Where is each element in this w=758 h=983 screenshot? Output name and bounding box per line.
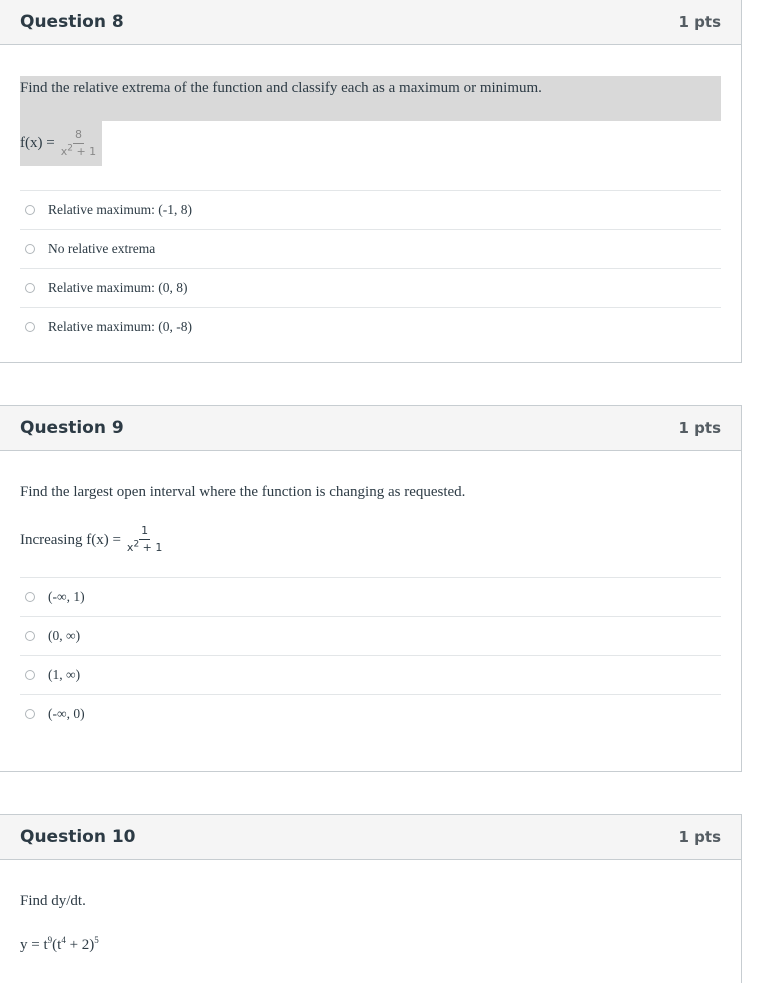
question-prompt-row bbox=[20, 76, 721, 121]
question-8 bbox=[0, 0, 742, 363]
question-points: 1 pts bbox=[678, 828, 721, 846]
answer-option[interactable] bbox=[20, 578, 721, 617]
formula-denominator: $x^2 + 1$ bbox=[60, 142, 97, 158]
answer-label: (-∞, 1) bbox=[48, 589, 85, 604]
question-prompt: Find the largest open interval where the function is changing as requested. bbox=[20, 484, 466, 500]
radio-button[interactable] bbox=[25, 205, 35, 215]
radio-button[interactable] bbox=[25, 670, 35, 680]
answer-list bbox=[20, 190, 721, 346]
answer-option[interactable] bbox=[20, 191, 721, 230]
question-body bbox=[0, 76, 741, 346]
answer-label: (1, ∞) bbox=[48, 667, 81, 682]
formula-fraction bbox=[59, 128, 98, 160]
answer-label: (-∞, 0) bbox=[48, 706, 85, 721]
question-header bbox=[0, 815, 741, 860]
formula-lhs: Increasing f(x) = bbox=[20, 531, 121, 548]
formula-numerator: 1 bbox=[139, 524, 150, 540]
question-9 bbox=[0, 405, 742, 772]
question-title: Question 9 bbox=[20, 418, 124, 438]
radio-button[interactable] bbox=[25, 709, 35, 719]
question-points: 1 pts bbox=[678, 419, 721, 437]
question-prompt: Find dy/dt. bbox=[20, 893, 86, 909]
question-points: 1 pts bbox=[678, 13, 721, 31]
radio-button[interactable] bbox=[25, 244, 35, 254]
answer-option[interactable] bbox=[20, 230, 721, 269]
formula-lhs: f(x) = bbox=[20, 135, 55, 151]
question-title: Question 10 bbox=[20, 827, 136, 847]
answer-option[interactable] bbox=[20, 269, 721, 308]
answer-list bbox=[20, 577, 721, 733]
answer-option[interactable] bbox=[20, 656, 721, 695]
function-formula bbox=[20, 524, 164, 556]
answer-label: Relative maximum: (0, 8) bbox=[48, 280, 188, 295]
radio-button[interactable] bbox=[25, 631, 35, 641]
radio-button[interactable] bbox=[25, 322, 35, 332]
formula-denominator: $x^2 + 1$ bbox=[126, 539, 163, 554]
answer-option[interactable] bbox=[20, 617, 721, 656]
radio-button[interactable] bbox=[25, 592, 35, 602]
answer-label: (0, ∞) bbox=[48, 628, 81, 643]
answer-option[interactable] bbox=[20, 308, 721, 346]
formula-fraction bbox=[125, 524, 164, 556]
question-title: Question 8 bbox=[20, 12, 124, 32]
answer-label: Relative maximum: (0, -8) bbox=[48, 319, 192, 334]
question-header bbox=[0, 406, 741, 451]
question-body bbox=[0, 892, 741, 954]
question-10 bbox=[0, 814, 742, 983]
answer-label: No relative extrema bbox=[48, 241, 156, 256]
answer-label: Relative maximum: (-1, 8) bbox=[48, 202, 192, 217]
question-header bbox=[0, 0, 741, 45]
question-body bbox=[0, 483, 741, 733]
radio-button[interactable] bbox=[25, 283, 35, 293]
answer-option[interactable] bbox=[20, 695, 721, 733]
function-formula: $y = t^9(t^4 + 2)^5$ bbox=[20, 935, 99, 953]
question-prompt: Find the relative extrema of the function and classify each as a maximum or minimum. bbox=[20, 80, 542, 96]
function-formula bbox=[20, 121, 102, 166]
formula-numerator: 8 bbox=[73, 128, 84, 144]
